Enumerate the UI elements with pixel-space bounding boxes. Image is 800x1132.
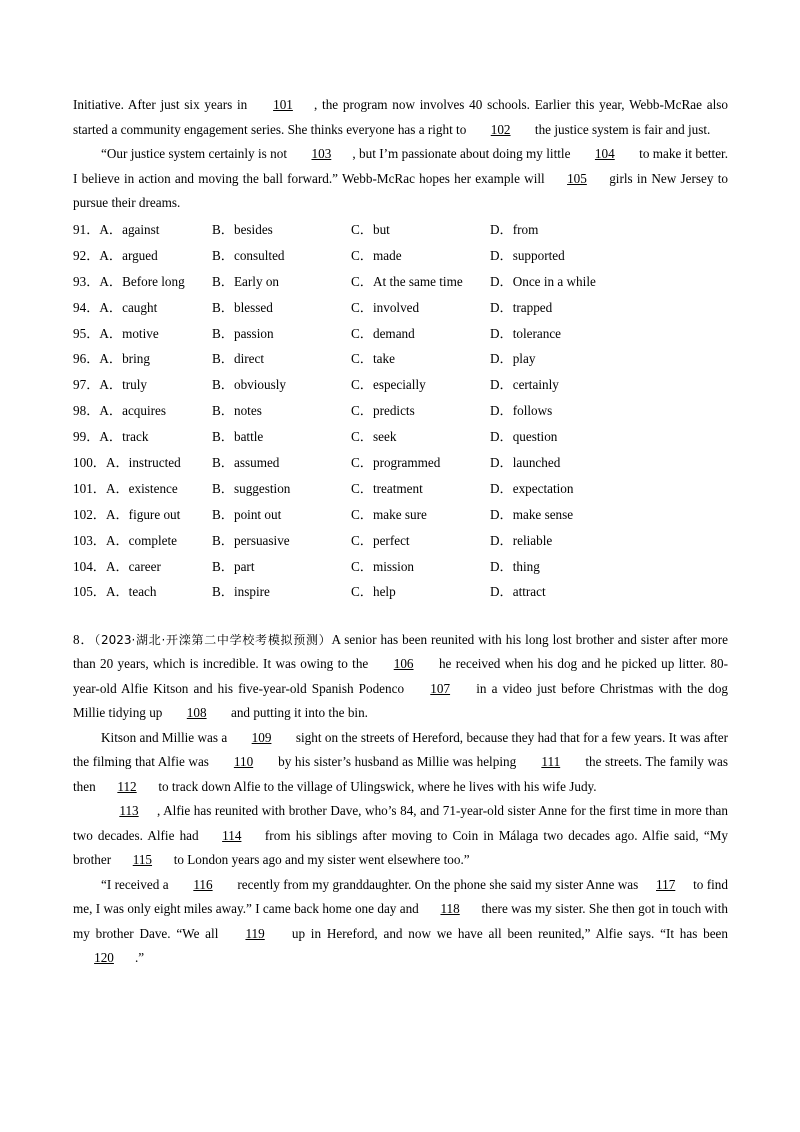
option-c: C．demand (351, 325, 415, 341)
option-a-cell (73, 371, 212, 397)
option-c-cell (351, 449, 490, 475)
option-a-cell (73, 423, 212, 449)
options-table (73, 216, 690, 604)
option-b: B．consulted (212, 247, 285, 263)
option-a: A．teach (105, 584, 157, 600)
option-a: A．acquires (99, 403, 167, 419)
option-a: A．career (105, 558, 161, 574)
option-d: D．attract (490, 584, 546, 600)
option-a-cell (73, 397, 212, 423)
option-c-cell (351, 293, 490, 319)
option-b: B．assumed (212, 454, 280, 470)
blank-102: 102 (490, 121, 511, 137)
option-d-cell (490, 241, 690, 267)
option-d-cell (490, 371, 690, 397)
option-b: B．notes (212, 403, 262, 419)
option-b-cell (212, 371, 351, 397)
option-a-cell (73, 500, 212, 526)
passage-7-paragraph-2: “Our justice system certainly is not 103 , but I’m passionate about doing my little 104 to make it better. I believe in action and moving the ball forward.” Webb-McRac hopes her example will 105 girls in New Jersey to pursue their dreams. (73, 142, 728, 216)
blank-105: 105 (567, 170, 587, 186)
option-d: D．from (490, 221, 539, 237)
blank-113: 113 (119, 803, 139, 819)
option-c-cell (351, 500, 490, 526)
blank-120: 120 (94, 950, 114, 966)
option-b-cell (212, 474, 351, 500)
blank-109: 109 (251, 729, 272, 745)
blank-108: 108 (186, 705, 207, 721)
question-number: 91． (73, 221, 100, 237)
option-row (73, 267, 690, 293)
blank-116: 116 (193, 876, 213, 892)
option-row (73, 345, 690, 371)
blank-117: 117 (656, 876, 676, 892)
blank-104: 104 (594, 146, 615, 161)
option-c: C．programmed (351, 454, 441, 470)
question-number: 99． (73, 429, 100, 445)
option-d-cell (490, 293, 690, 319)
option-b: B．battle (212, 429, 264, 445)
option-row (73, 552, 690, 578)
question-number: 103． (73, 532, 106, 548)
option-row (73, 371, 690, 397)
option-c: C．mission (351, 558, 415, 574)
option-c-cell (351, 267, 490, 293)
option-d-cell (490, 526, 690, 552)
option-a: A．motive (99, 325, 159, 341)
option-a: A．truly (99, 377, 147, 393)
option-b-cell (212, 293, 351, 319)
option-b-cell (212, 345, 351, 371)
option-b-cell (212, 216, 351, 242)
question-number: 100． (73, 454, 106, 470)
option-row (73, 293, 690, 319)
option-a: A．against (99, 221, 160, 237)
option-row (73, 526, 690, 552)
option-c-cell (351, 216, 490, 242)
option-a-cell (73, 474, 212, 500)
option-row (73, 578, 690, 604)
option-c: C．help (351, 584, 396, 600)
option-c: C．especially (351, 377, 426, 393)
blank-112: 112 (117, 778, 137, 794)
option-b-cell (212, 319, 351, 345)
passage-8-paragraph-2: Kitson and Millie was a 109 sight on the streets of Hereford, because they had that for a few years. It was after the filming that Alfie was 110 by his sister’s husband as Millie was helping 111 the streets. The family was then 112 to track down Alfie to the village of Ulingswick, where he lives with his wife Judy. (73, 726, 728, 800)
option-row (73, 319, 690, 345)
option-a: A．complete (105, 532, 178, 548)
option-row (73, 474, 690, 500)
blank-111: 111 (541, 754, 561, 770)
question-number: 104． (73, 558, 106, 574)
option-c: C．predicts (351, 403, 415, 419)
option-c-cell (351, 345, 490, 371)
option-a-cell (73, 552, 212, 578)
option-c-cell (351, 423, 490, 449)
option-row (73, 449, 690, 475)
option-a-cell (73, 319, 212, 345)
option-row (73, 423, 690, 449)
option-b: B．direct (212, 351, 265, 367)
document-page (73, 93, 728, 971)
option-c: C．At the same time (351, 273, 463, 289)
option-row (73, 397, 690, 423)
option-c: C．but (351, 221, 390, 237)
option-b: B．obviously (212, 377, 287, 393)
option-c: C．treatment (351, 480, 423, 496)
blank-118: 118 (440, 901, 460, 917)
question-number: 105． (73, 584, 106, 600)
option-d: D．Once in a while (490, 273, 596, 289)
option-c: C．make sure (351, 506, 427, 522)
question-number: 96． (73, 351, 100, 367)
option-d-cell (490, 552, 690, 578)
option-c-cell (351, 526, 490, 552)
blank-103: 103 (311, 146, 332, 161)
option-d-cell (490, 319, 690, 345)
question-number: 97． (73, 377, 100, 393)
option-d: D．launched (490, 454, 561, 470)
option-b: B．part (212, 558, 255, 574)
option-d-cell (490, 449, 690, 475)
option-b-cell (212, 552, 351, 578)
question-number: 8． (73, 631, 95, 647)
blank-107: 107 (430, 680, 451, 696)
option-a: A．instructed (105, 454, 181, 470)
option-c-cell (351, 474, 490, 500)
option-c: C．seek (351, 429, 397, 445)
passage-8-paragraph-3: 113 , Alfie has reunited with brother Dave, who’s 84, and 71-year-old sister Anne for the first time in more than two decades. Alfie had 114 from his siblings after moving to Coin in Málaga two decades ago. Alfie said, “My brother 115 to London years ago and my sister went elsewhere too.” (73, 799, 728, 873)
option-c-cell (351, 578, 490, 604)
option-d: D．follows (490, 403, 553, 419)
option-b: B．besides (212, 221, 273, 237)
option-b: B．Early on (212, 273, 280, 289)
option-b-cell (212, 449, 351, 475)
question-number: 92． (73, 247, 100, 263)
option-b: B．passion (212, 325, 274, 341)
question-number: 93． (73, 273, 100, 289)
option-b: B．blessed (212, 299, 273, 315)
option-b: B．persuasive (212, 532, 290, 548)
option-a-cell (73, 578, 212, 604)
option-d-cell (490, 267, 690, 293)
option-a: A．track (99, 429, 149, 445)
passage-8-paragraph-4: “I received a 116 recently from my granddaughter. On the phone she said my sister Anne was 117 to find me, I was only eight miles away.” I came back home one day and 118 there was my sister. She then got in touch with my brother Dave. “We all 119 up in Hereford, and now we have all been reunited,” Alfie says. “It has been 120 .” (73, 873, 728, 971)
option-b-cell (212, 500, 351, 526)
question-number: 94． (73, 299, 100, 315)
option-d-cell (490, 474, 690, 500)
option-row (73, 216, 690, 242)
blank-110: 110 (233, 754, 254, 770)
question-source: （2023·湖北·开滦第二中学校考模拟预测） (94, 632, 332, 647)
blank-114: 114 (222, 827, 242, 843)
option-row (73, 241, 690, 267)
blank-101: 101 (273, 97, 293, 112)
blank-115: 115 (132, 852, 153, 868)
option-c: C．take (351, 351, 395, 367)
option-d: D．tolerance (490, 325, 562, 341)
option-a-cell (73, 216, 212, 242)
option-d-cell (490, 578, 690, 604)
section-gap (73, 604, 728, 628)
option-c: C．involved (351, 299, 420, 315)
option-a: A．bring (99, 351, 150, 367)
option-b: B．point out (212, 506, 282, 522)
option-c-cell (351, 397, 490, 423)
option-d: D．expectation (490, 480, 574, 496)
option-c: C．perfect (351, 532, 410, 548)
blank-106: 106 (393, 656, 414, 672)
passage-8-paragraph-1: 8．（2023·湖北·开滦第二中学校考模拟预测）A senior has been reunited with his long lost brother and sister after more than 20 years, which is incredible. It was owing to the 106 he received when his dog and he picked up litter. 80-year-old Alfie Kitson and his five-year-old Spanish Podenco 107 in a video just before Christmas with the dog Millie tidying up 108 and putting it into the bin. (73, 628, 728, 726)
question-number: 101． (73, 480, 106, 496)
question-number: 98． (73, 403, 100, 419)
option-d: D．reliable (490, 532, 553, 548)
option-d: D．thing (490, 558, 540, 574)
option-c-cell (351, 552, 490, 578)
blank-119: 119 (245, 925, 265, 941)
option-b: B．suggestion (212, 480, 291, 496)
option-c-cell (351, 371, 490, 397)
option-d: D．supported (490, 247, 565, 263)
option-a: A．Before long (99, 273, 185, 289)
option-a-cell (73, 293, 212, 319)
option-d-cell (490, 397, 690, 423)
option-a: A．argued (99, 247, 158, 263)
option-c-cell (351, 241, 490, 267)
option-d-cell (490, 216, 690, 242)
option-b-cell (212, 423, 351, 449)
option-d: D．certainly (490, 377, 559, 393)
option-a: A．existence (105, 480, 178, 496)
option-b-cell (212, 241, 351, 267)
passage-7-paragraph-1: Initiative. After just six years in 101 , the program now involves 40 schools. Earlier this year, Webb-McRae also started a community engagement series. She thinks everyone has a right to 102 the justice system is fair and just. (73, 93, 728, 142)
option-a-cell (73, 267, 212, 293)
option-a-cell (73, 241, 212, 267)
option-d-cell (490, 423, 690, 449)
option-b: B．inspire (212, 584, 270, 600)
option-b-cell (212, 267, 351, 293)
option-d-cell (490, 500, 690, 526)
option-a: A．caught (99, 299, 158, 315)
option-row (73, 500, 690, 526)
option-b-cell (212, 578, 351, 604)
option-d: D．play (490, 351, 536, 367)
option-d-cell (490, 345, 690, 371)
option-b-cell (212, 526, 351, 552)
option-d: D．make sense (490, 506, 574, 522)
question-number: 95． (73, 325, 100, 341)
option-d: D．trapped (490, 299, 553, 315)
option-c: C．made (351, 247, 402, 263)
option-a-cell (73, 345, 212, 371)
option-a-cell (73, 449, 212, 475)
option-c-cell (351, 319, 490, 345)
option-d: D．question (490, 429, 558, 445)
option-a-cell (73, 526, 212, 552)
question-number: 102． (73, 506, 106, 522)
option-b-cell (212, 397, 351, 423)
option-a: A．figure out (105, 506, 181, 522)
